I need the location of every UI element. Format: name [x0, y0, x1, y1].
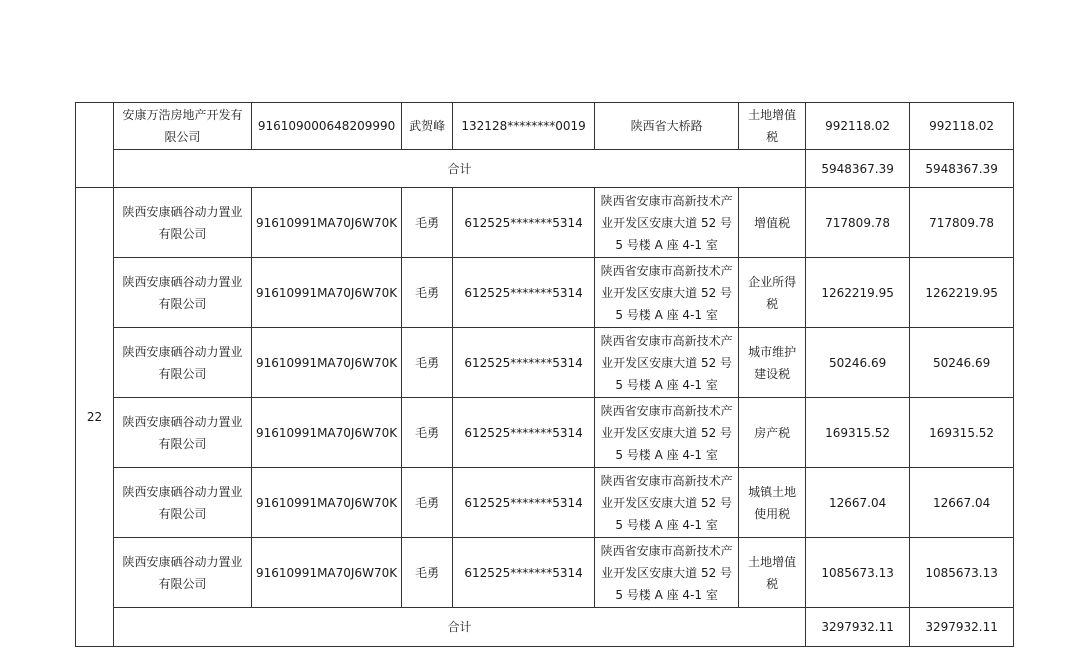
table-row: [76, 258, 1014, 328]
id-number-cell: 612525*******5314: [453, 468, 595, 538]
id-number-cell: 612525*******5314: [453, 328, 595, 398]
legal-person-cell: 毛勇: [402, 258, 453, 328]
subtotal-row: [76, 608, 1014, 647]
table-row: [76, 468, 1014, 538]
legal-person-cell: 毛勇: [402, 538, 453, 608]
company-name: 陕西安康硒谷动力置业有限公司: [122, 204, 243, 241]
credit-code-cell: 91610991MA70J6W70K: [252, 188, 402, 258]
address: 陕西省安康市高新技术产业开发区安康大道 52 号 5 号楼 A 座 4-1 室: [600, 403, 733, 462]
credit-code-cell: 91610991MA70J6W70K: [252, 538, 402, 608]
company-name: 陕西安康硒谷动力置业有限公司: [122, 274, 243, 311]
tax-arrears-table: [75, 102, 1014, 647]
legal-person-cell: 毛勇: [402, 398, 453, 468]
amount-current-cell: 717809.78: [910, 188, 1014, 258]
tax-type: 城市维护建设税: [748, 344, 797, 381]
amount-owed-cell: 12667.04: [806, 468, 910, 538]
amount-current-cell: 1085673.13: [910, 538, 1014, 608]
legal-person-cell: 毛勇: [402, 468, 453, 538]
id-number-cell: 612525*******5314: [453, 188, 595, 258]
company-name: 陕西安康硒谷动力置业有限公司: [122, 484, 243, 521]
legal-person-cell: 毛勇: [402, 188, 453, 258]
tax-type-cell: [739, 188, 806, 258]
address-cell: [595, 188, 739, 258]
amount-owed-cell: 169315.52: [806, 398, 910, 468]
subtotal-row: [76, 150, 1014, 188]
company-name-cell: [114, 468, 252, 538]
amount-owed-cell: 1085673.13: [806, 538, 910, 608]
amount-owed-cell: 717809.78: [806, 188, 910, 258]
amount-current-cell: 1262219.95: [910, 258, 1014, 328]
table-row: [76, 538, 1014, 608]
subtotal-label: 合计: [114, 150, 806, 188]
credit-code-cell: 916109000648209990: [252, 103, 402, 150]
tax-type: 土地增值税: [748, 108, 797, 144]
tax-type-cell: [739, 538, 806, 608]
company-name-cell: [114, 328, 252, 398]
amount-owed-cell: 50246.69: [806, 328, 910, 398]
id-number-cell: 132128********0019: [453, 103, 595, 150]
legal-person-cell: 毛勇: [402, 328, 453, 398]
company-name: 陕西安康硒谷动力置业有限公司: [122, 344, 243, 381]
tax-type: 企业所得税: [748, 274, 797, 311]
subtotal-label: 合计: [114, 608, 806, 647]
subtotal-amount-current: 3297932.11: [910, 608, 1014, 647]
company-name-cell: [114, 398, 252, 468]
address: 陕西省安康市高新技术产业开发区安康大道 52 号 5 号楼 A 座 4-1 室: [600, 333, 733, 392]
id-number-cell: 612525*******5314: [453, 258, 595, 328]
company-name-cell: [114, 258, 252, 328]
address-cell: [595, 468, 739, 538]
tax-type-cell: [739, 398, 806, 468]
tax-type: 土地增值税: [748, 554, 797, 591]
tax-type: 城镇土地使用税: [748, 484, 797, 521]
address-cell: [595, 538, 739, 608]
table-row: [76, 398, 1014, 468]
credit-code-cell: 91610991MA70J6W70K: [252, 328, 402, 398]
row-index-cell: 22: [76, 188, 114, 647]
address: 陕西省安康市高新技术产业开发区安康大道 52 号 5 号楼 A 座 4-1 室: [600, 543, 733, 602]
amount-current-cell: 169315.52: [910, 398, 1014, 468]
tax-type-cell: [739, 258, 806, 328]
table-row: [76, 103, 1014, 150]
address: 陕西省安康市高新技术产业开发区安康大道 52 号 5 号楼 A 座 4-1 室: [600, 263, 733, 322]
id-number-cell: 612525*******5314: [453, 398, 595, 468]
credit-code-cell: 91610991MA70J6W70K: [252, 258, 402, 328]
amount-current-cell: 992118.02: [910, 103, 1014, 150]
tax-type: 增值税: [754, 215, 791, 230]
table-row: [76, 188, 1014, 258]
company-name: 陕西安康硒谷动力置业有限公司: [122, 554, 243, 591]
tax-type-cell: [739, 468, 806, 538]
company-name: 陕西安康硒谷动力置业有限公司: [122, 414, 243, 451]
company-name-cell: [114, 538, 252, 608]
amount-owed-cell: 992118.02: [806, 103, 910, 150]
address-cell: [595, 328, 739, 398]
amount-current-cell: 12667.04: [910, 468, 1014, 538]
table-row: [76, 328, 1014, 398]
credit-code-cell: 91610991MA70J6W70K: [252, 398, 402, 468]
amount-current-cell: 50246.69: [910, 328, 1014, 398]
address-cell: 陕西省大桥路: [595, 103, 739, 150]
address-cell: [595, 258, 739, 328]
address: 陕西省安康市高新技术产业开发区安康大道 52 号 5 号楼 A 座 4-1 室: [600, 473, 733, 532]
row-index-cell: [76, 103, 114, 188]
company-name-cell: [114, 188, 252, 258]
address: 陕西省安康市高新技术产业开发区安康大道 52 号 5 号楼 A 座 4-1 室: [600, 193, 733, 252]
tax-type-cell: [739, 328, 806, 398]
id-number-cell: 612525*******5314: [453, 538, 595, 608]
company-name: 安康万浩房地产开发有限公司: [122, 108, 243, 144]
subtotal-amount-current: 5948367.39: [910, 150, 1014, 188]
credit-code-cell: 91610991MA70J6W70K: [252, 468, 402, 538]
tax-type-cell: [739, 103, 806, 150]
tax-type: 房产税: [754, 425, 791, 440]
subtotal-amount-owed: 5948367.39: [806, 150, 910, 188]
legal-person-cell: 武贺峰: [402, 103, 453, 150]
subtotal-amount-owed: 3297932.11: [806, 608, 910, 647]
company-name-cell: [114, 103, 252, 150]
address-cell: [595, 398, 739, 468]
amount-owed-cell: 1262219.95: [806, 258, 910, 328]
